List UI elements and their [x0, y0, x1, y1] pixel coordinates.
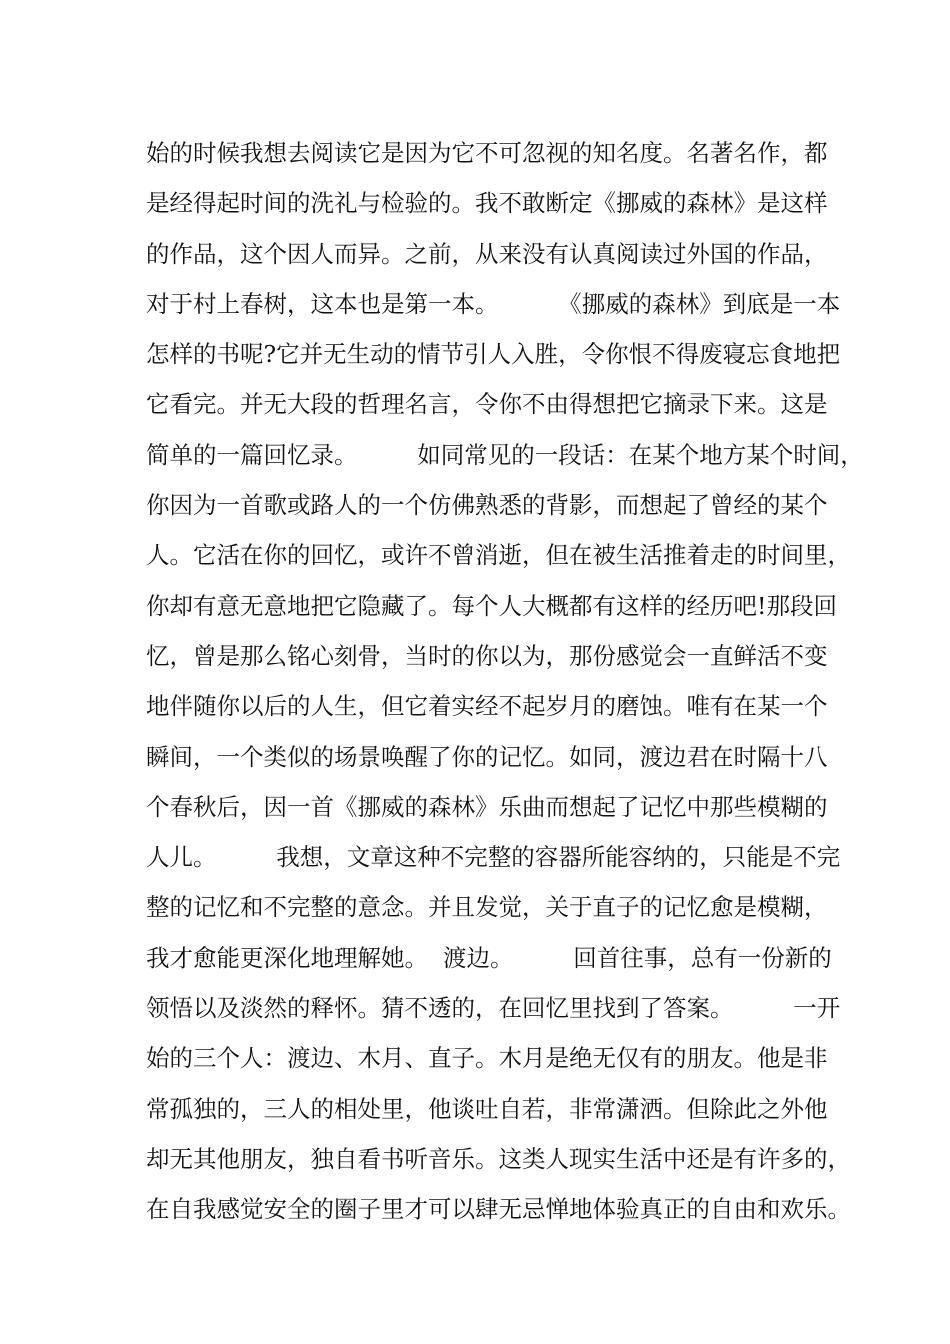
text-line: 整的记忆和不完整的意念。并且发觉，关于直子的记忆愈是模糊，	[146, 893, 828, 922]
text-line: 怎样的书呢?它并无生动的情节引人入胜，令你恨不得废寝忘食地把	[146, 340, 841, 369]
text-line: 它看完。并无大段的哲理名言，令你不由得想把它摘录下来。这是	[146, 390, 828, 419]
body-text	[146, 134, 864, 1241]
text-line: 瞬间，一个类似的场景唤醒了你的记忆。如同，渡边君在时隔十八	[146, 742, 828, 771]
text-line: 却无其他朋友，独自看书听音乐。这类人现实生活中还是有许多的，	[146, 1144, 851, 1173]
text-line: 忆，曾是那么铭心刻骨，当时的你以为，那份感觉会一直鲜活不变	[146, 641, 828, 670]
text-line: 始的时候我想去阅读它是因为它不可忽视的知名度。名著名作，都	[146, 139, 828, 167]
text-line: 常孤独的，三人的相处里，他谈吐自若，非常潇洒。但除此之外他	[146, 1094, 828, 1123]
text-line: 是经得起时间的洗礼与检验的。我不敢断定《挪威的森林》是这样	[146, 189, 828, 218]
text-line: 人。它活在你的回忆，或许不曾消逝，但在被生活推着走的时间里，	[146, 541, 851, 570]
text-line: 你因为一首歌或路人的一个仿佛熟悉的背影，而想起了曾经的某个	[146, 491, 828, 520]
text-line: 个春秋后，因一首《挪威的森林》乐曲而想起了记忆中那些模糊的	[146, 792, 828, 821]
text-line: 对于村上春树，这本也是第一本。 《挪威的森林》到底是一本	[146, 289, 841, 318]
text-line: 你却有意无意地把它隐藏了。每个人大概都有这样的经历吧!那段回	[146, 591, 837, 620]
text-line: 地伴随你以后的人生，但它着实经不起岁月的磨蚀。唯有在某一个	[146, 692, 828, 721]
text-line: 在自我感觉安全的圈子里才可以肆无忌惮地体验真正的自由和欢乐。	[146, 1195, 851, 1224]
text-line: 领悟以及淡然的释怀。猜不透的，在回忆里找到了答案。 一开	[146, 994, 841, 1023]
text-line: 始的三个人：渡边、木月、直子。木月是绝无仅有的朋友。他是非	[146, 1044, 828, 1073]
text-line: 的作品，这个因人而异。之前，从来没有认真阅读过外国的作品，	[146, 239, 828, 268]
text-line: 人儿。 我想，文章这种不完整的容器所能容纳的，只能是不完	[146, 843, 841, 872]
text-line: 简单的一篇回忆录。 如同常见的一段话：在某个地方某个时间，	[146, 440, 864, 469]
text-line: 我才愈能更深化地理解她。 渡边。 回首往事，总有一份新的	[146, 943, 832, 972]
